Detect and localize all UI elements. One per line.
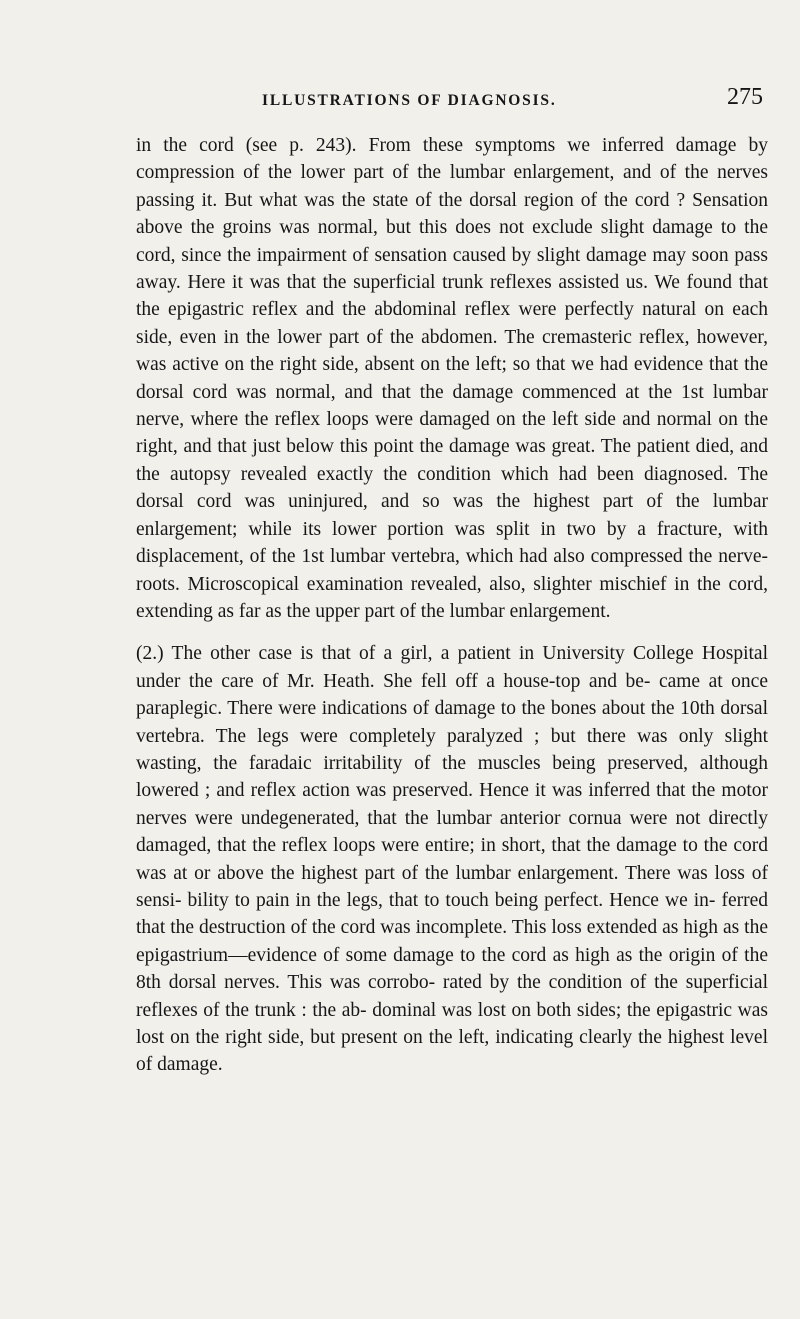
paragraph-case-2: (2.) The other case is that of a girl, a patient in University College Hospital under the care of Mr. Heath. She fell off a house-top and be- came at once paraplegic. There were indications of damage to the bones about the 10th dorsal vertebra. The legs were completely paralyzed ; but there was only slight wasting, the faradaic irritability of the muscles being preserved, although lowered ; and reflex action was preserved. Hence it was inferred that the motor nerves were undegenerated, that the lumbar anterior cornua were not directly damaged, that the reflex loops were entire; in short, that the damage to the cord was at or above the highest part of the lumbar enlargement. There was loss of sensi- bility to pain in the legs, that to touch being perfect. Hence we in- ferred that the destruction of the cord was incomplete. This loss extended as high as the epigastrium—evidence of some damage to the cord as high as the origin of the 8th dorsal nerves. This was corrobo- rated by the condition of the superficial reflexes of the trunk : the ab- dominal was lost on both sides; the epigastric was lost on the right side, but present on the left, indicating clearly the highest level of damage.	[136, 643, 768, 1076]
running-head	[0, 84, 800, 118]
running-head-title: ILLUSTRATIONS OF DIAGNOSIS.	[262, 92, 557, 109]
body-text	[136, 132, 768, 1079]
page-number: 275	[727, 84, 763, 110]
paragraph-continuation: in the cord (see p. 243). From these symptoms we inferred damage by compression of the lower part of the lumbar enlargement, and of the nerves passing it. But what was the state of the dorsal region of the cord ? Sensation above the groins was normal, but this does not exclude slight damage to the cord, since the impairment of sensation caused by slight damage may soon pass away. Here it was that the superficial trunk reflexes assisted us. We found that the epigastric reflex and the abdominal reflex were perfectly natural on each side, even in the lower part of the abdomen. The cremasteric reflex, however, was active on the right side, absent on the left; so that we had evidence that the dorsal cord was normal, and that the damage commenced at the 1st lumbar nerve, where the reflex loops were damaged on the left side and normal on the right, and that just below this point the damage was great. The patient died, and the autopsy revealed exactly the condition which had been diagnosed. The dorsal cord was uninjured, and so was the highest part of the lumbar enlargement; while its lower portion was split in two by a fracture, with displacement, of the 1st lumbar vertebra, which had also compressed the nerve-roots. Microscopical examination revealed, also, slighter mischief in the cord, extending as far as the upper part of the lumbar enlargement.	[136, 135, 768, 622]
